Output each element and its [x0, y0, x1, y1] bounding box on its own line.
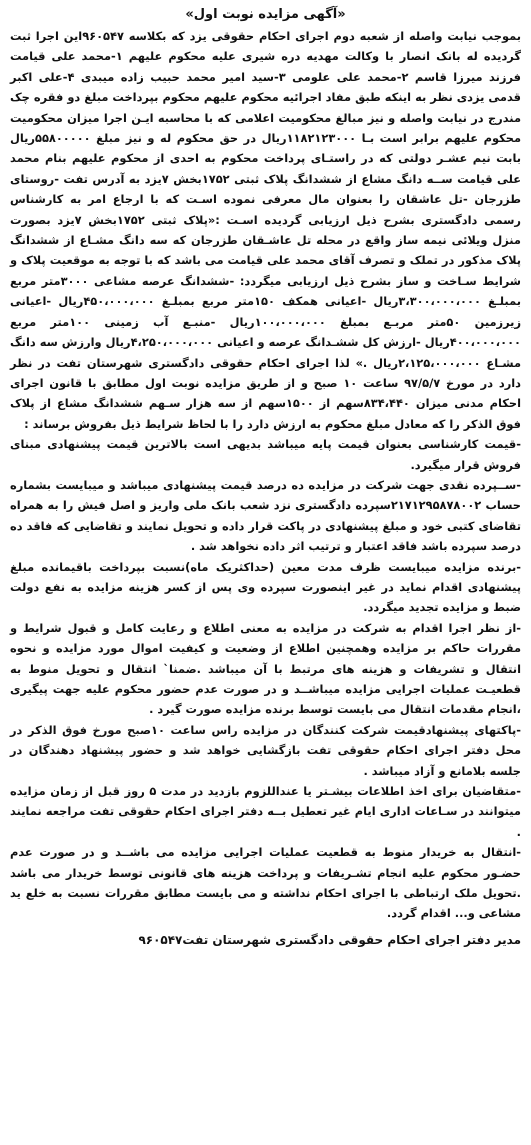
condition-envelope-opening: -پاکتهای پیشنهادقیمت شرکت کنندگان در مزایده راس ساعت ۱۰صبح مورخ فوق الذکر در محل دفتر اجرای احکام حقوقی تفت بازگشایی خواهد شد و حضور پیشنهاد دهندگان در جلسه بلامانع و آزاد میباشد . [10, 722, 521, 778]
notice-paragraph-main: بموجب نیابت واصله از شعبه دوم اجرای احکام حقوقی یزد که بکلاسه ۹۶۰۵۴۷این اجرا ثبت گردیده له بانک انصار با وکالت مهدیه دره شیری علیه محکوم علیهم ۱-محمد علی قیامت فرزند میرزا قاسم ۲-محمد علی علومی ۳-سید امیر محمد حبیب زاده میبدی ۴-علی اکبر قدمی یزدی نظر به اینکه طبق مفاد اجرائیه محکوم علیهم محکوم بپرداخت مبلغ دو فقره چک مندرج در نیابت واصله و نیز مبالغ محکومیت اعلامی که با محاسبه ایـن اجرا میزان محکومیت محکوم علیهم برابر است بـا ۱۱۸۲۱۲۳۰۰۰ریال در حق محکوم له و نیز مبلغ ۵۵۸۰۰۰۰۰ریال بابت نیم عشـر دولتی که در راستـای پرداخت محکوم به احدی از محکوم علیهم بنام محمد علی قیامت ســه دانگ مشاع از ششدانگ پلاک ثبتی ۱۷۵۲بخش ۷یزد به آدرس تفت -روستای طزرجان -تل عاشقان را بعنوان مال معرفی نموده اسـت که با ارجاع امر به کارشناس رسمی دادگستری بشرح ذیل ارزیابی گردیده اسـت :«پلاک ثبتی ۱۷۵۲بخش ۷یزد بصورت منزل ویلائی نیمه ساز واقع در محله تل عاشـقان طزرجان که سه دانگ مشـاع از ششدانگ پلاک مذکور در تملک و تصرف آقای محمد علی قیامت می باشد که با توجه به موقعیت پلاک و شرایط سـاخت و ساز بشرح ذیل ارزیابی میگردد: -ششدانگ عرصه مشاعی ۳۰۰۰متر مربع بمبلـغ ۳،۳۰۰،۰۰۰،۰۰۰ریال -اعیانی همکف ۱۵۰متر مربع بمبلـغ ۴۵۰،۰۰۰،۰۰۰ریال -اعیانی زیرزمین ۵۰متر مربـع بمبلغ ۱۰۰،۰۰۰،۰۰۰ریال -منبـع آب زمینی ۱۰۰متر مربع ۴۰۰،۰۰۰،۰۰۰ریال -ارزش کل ششـدانگ عرصه و اعیانی ۴،۲۵۰،۰۰۰،۰۰۰ریال وارزش سه دانگ مشـاع ۲،۱۲۵،۰۰۰،۰۰۰ریال .» لذا اجرای احکام حقوقی دادگستری شهرستان تفت در نظر دارد در مورخ ۹۷/۵/۷ ساعت ۱۰ صبح و از طریق مزایده نوبت اول مطابق با قانون اجرای احکام مدنی میزان ۸۳۴،۴۴۰سهم از ۱۵۰۰سهم از سه هزار سـهم ششدانگ مشاع از پلاک فوق الذکر را که معادل مبلغ محکوم به ارزش دارد را با لحاظ شرایط ذیل بفروش برساند : [10, 29, 522, 431]
notice-body [10, 26, 521, 924]
condition-transfer: -انتقال به خریدار منوط به قطعیت عملیات اجرایی مزایده می باشــد و در صورت عدم حضـور محکوم علیه انجام تشـریفات و پرداخت هزینه های قانونی توسط خریدار می باشد .تحویل ملک ارتباطی با اجرای احکام نداشته و می بایست مطابق مقررات نسبت به خلع ید مشاعی و... اقدام گردد. [10, 845, 521, 921]
notice-signature: مدیر دفتر اجرای احکام حقوقی دادگستری شهرستان تفت۹۶۰۵۴۷ [138, 932, 521, 947]
condition-participation-terms: -از نظر اجرا اقدام به شرکت در مزایده به معنی اطلاع و رعایت کامل و قبول شرایط و مقررات حاکم بر مزایده وهمچنین اطلاع از وضعیت و کیفیت اموال مورد مزایده و نحوه انتقال و تشریفات و هزینه های مرتبط با آن میباشد .ضمنا` انتقال و تحویل منوط به قطعیـت عملیات اجرایی مزایده میباشــد و در صورت عدم حضور محکوم علیه جهت پیگیری ،انجام مقدمات انتقال می بایست توسط برنده مزایده صورت گیرد . [10, 620, 521, 717]
condition-deposit: -ســپرده نقدی جهت شرکت در مزایده ده درصد قیمت پیشنهادی میباشد و میبایست بشماره حساب ۲۱۷۱۲۹۵۸۷۸۰۰۲سپرده دادگستری نزد شعب بانک ملی واریز و اصل فیش را به همراه تقاضای کتبی خود و مبلغ پیشنهادی در پاکت قرار داده و تحویل نمایند و تقاضایی که فاقد ده درصد سپرده باشد فاقد اعتبار و ترتیب اثر داده نخواهد شد . [10, 477, 521, 554]
condition-visit-info: -متقاضیان برای اخذ اطلاعات بیشـتر یا عنداللزوم بازدید در مدت ۵ روز قبل از زمان مزایده میتوانند در سـاعات اداری ایام غیر تعطیل بــه دفتر اجرای احکام حقوقی تفت مراجعه نمایند . [10, 784, 521, 839]
condition-base-price: -قیمت کارشناسی بعنوان قیمت پایه میباشد بدیهی است بالاترین قیمت پیشنهادی مبنای فروش قرار میگیرد. [10, 437, 521, 472]
condition-winner-payment: -برنده مزایده میبایست ظرف مدت معین (حداکثریک ماه)نسبت بپرداخت باقیمانده مبلغ پیشنهادی اقدام نماید در غیر اینصورت سپرده وی پس از کسر هزینه مزایده به نفع دولت ضبط و مزایده تجدید میگردد. [10, 559, 521, 615]
notice-title: «آگهی مزایده نوبت اول» [185, 7, 346, 22]
